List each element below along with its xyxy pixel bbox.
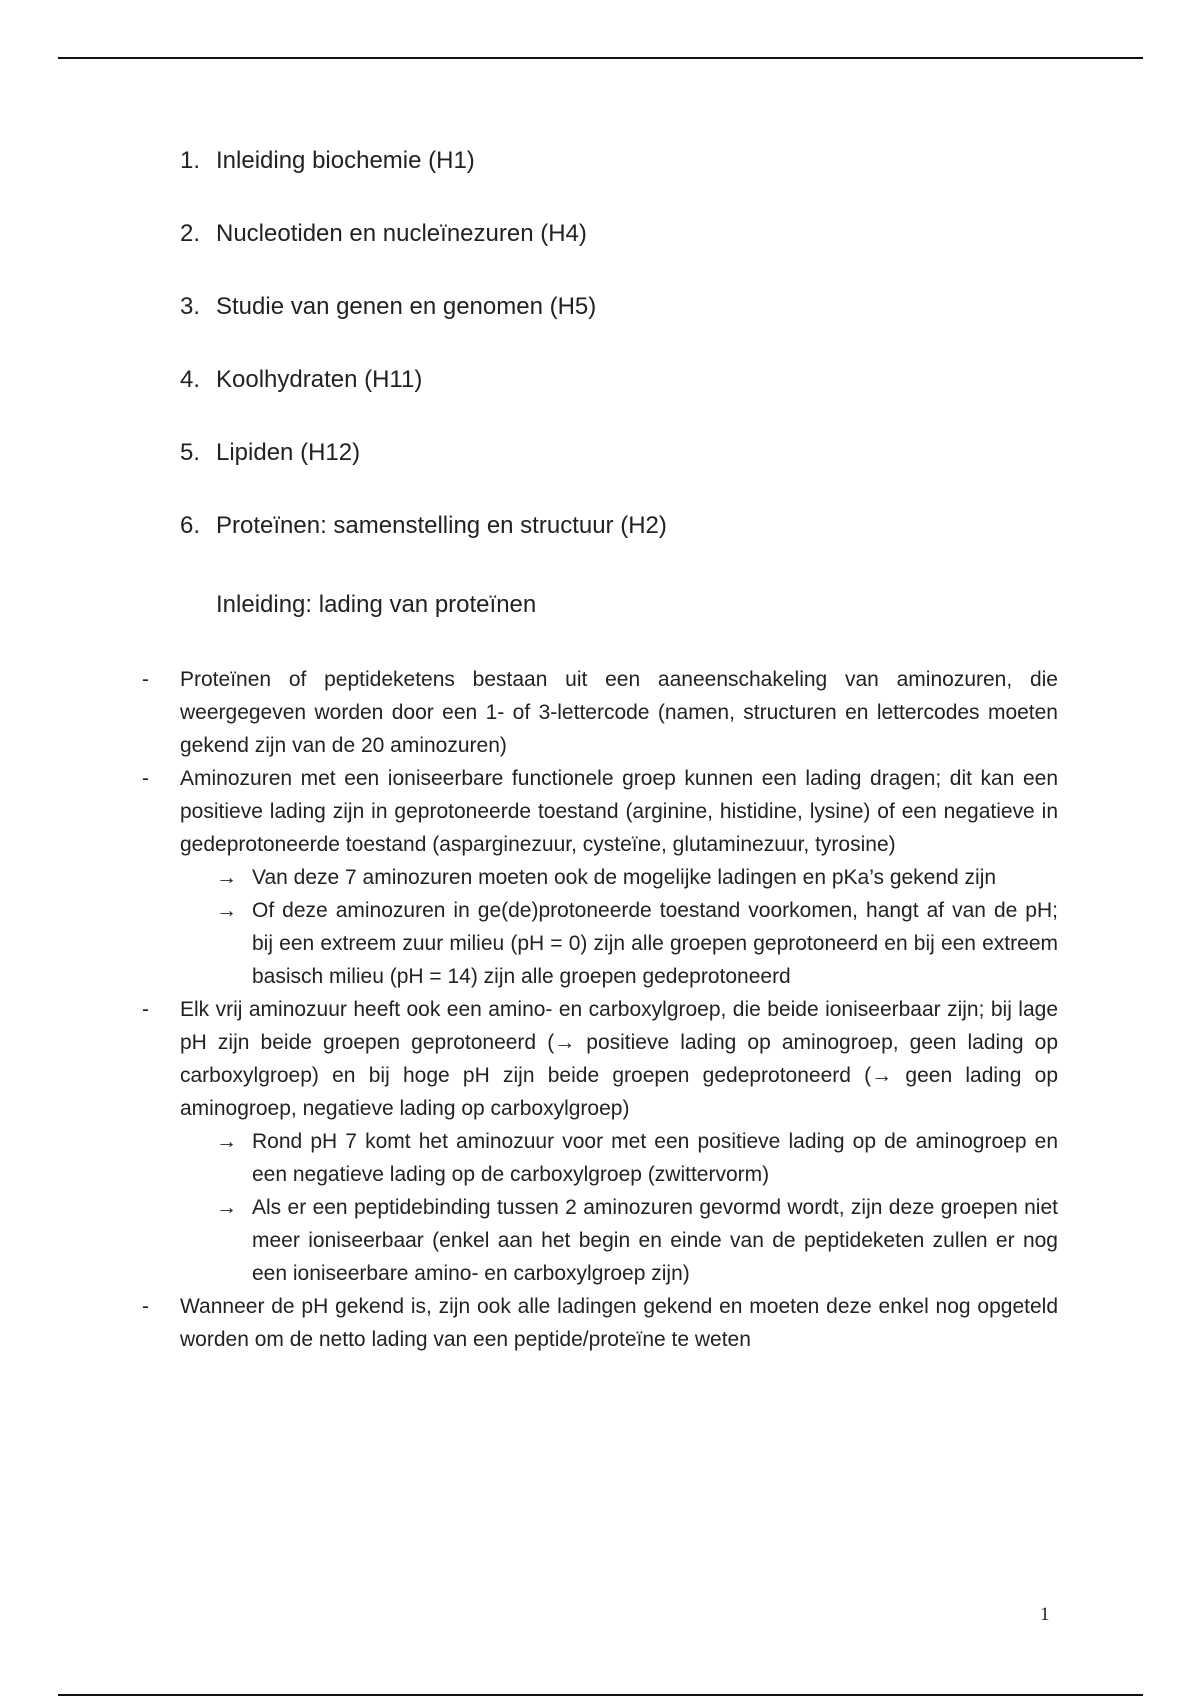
bullet-marker: - [142,668,149,691]
arrow-icon: → [216,866,237,889]
bullet-item [138,762,1058,861]
sub-bullet-text: Van deze 7 aminozuren moeten ook de mogelijke ladingen en pKa’s gekend zijn [252,866,997,889]
bullet-text: Wanneer de pH gekend is, zijn ook alle ladingen gekend en moeten deze enkel nog opgeteld worden om de netto lading van een peptide/proteïne te weten [180,1295,1058,1351]
arrow-icon: → [216,899,237,922]
toc-item-number: 6. [180,512,201,539]
toc-item-title: Nucleotiden en nucleïnezuren (H4) [216,220,587,247]
toc-item-number: 3. [180,293,201,320]
section-subheading: Inleiding: lading van proteïnen [216,591,537,618]
bullet-text: Proteïnen of peptideketens bestaan uit een aaneenschakeling van aminozuren, die weergegeven worden door een 1- of 3-lettercode (namen, structuren en lettercodes moeten gekend zijn van de 20 aminozuren) [180,668,1058,757]
sub-bullet-item [138,861,1058,894]
bullet-list [138,663,1058,1356]
bullet-text: Aminozuren met een ioniseerbare functionele groep kunnen een lading dragen; dit kan een positieve lading zijn in geprotoneerde toestand (arginine, histidine, lysine) of een negatieve in gedeprotoneerde toestand (asparginezuur, cysteïne, glutaminezuur, tyrosine) [180,767,1058,856]
sub-bullet-text: Als er een peptidebinding tussen 2 aminozuren gevormd wordt, zijn deze groepen niet meer ioniseerbaar (enkel aan het begin en einde van de peptideketen zullen er nog een ioniseerbare amino- en carboxylgroep zijn) [252,1196,1058,1285]
sub-bullet-text: Of deze aminozuren in ge(de)protoneerde toestand voorkomen, hangt af van de pH; bij een extreem zuur milieu (pH = 0) zijn alle groepen geprotoneerd en bij een extreem basisch milieu (pH = 14) zijn alle groepen gedeprotoneerd [252,899,1058,988]
toc-item-title: Inleiding biochemie (H1) [216,147,475,174]
toc-item-number: 1. [180,147,201,174]
bullet-item [138,663,1058,762]
bullet-item [138,993,1058,1125]
bullet-text: Elk vrij aminozuur heeft ook een amino- en carboxylgroep, die beide ioniseerbaar zijn; bij lage pH zijn beide groepen geprotoneerd (→ positieve lading op aminogroep, geen lading op carboxylgroep) en bij hoge pH zijn beide groepen gedeprotoneerd (→ geen lading op aminogroep, negatieve lading op carboxylgroep) [180,998,1058,1120]
sub-bullet-item [138,894,1058,993]
bullet-item [138,1290,1058,1356]
page-number: 1 [1040,1604,1050,1625]
bullet-marker: - [142,767,149,790]
toc-item-number: 5. [180,439,201,466]
toc-item-title: Koolhydraten (H11) [216,366,423,393]
sub-bullet-item [138,1125,1058,1191]
header-rule [58,57,1143,59]
toc-item-number: 4. [180,366,201,393]
bullet-marker: - [142,998,149,1021]
toc-item-number: 2. [180,220,201,247]
footer-rule [58,1694,1143,1696]
toc-item-title: Proteïnen: samenstelling en structuur (H2) [216,512,667,539]
bullet-marker: - [142,1295,149,1318]
toc-item-title: Studie van genen en genomen (H5) [216,293,597,320]
sub-bullet-item [138,1191,1058,1290]
sub-bullet-text: Rond pH 7 komt het aminozuur voor met een positieve lading op de aminogroep en een negatieve lading op de carboxylgroep (zwittervorm) [252,1130,1058,1186]
arrow-icon: → [216,1130,237,1153]
arrow-icon: → [216,1196,237,1219]
toc-item-title: Lipiden (H12) [216,439,361,466]
